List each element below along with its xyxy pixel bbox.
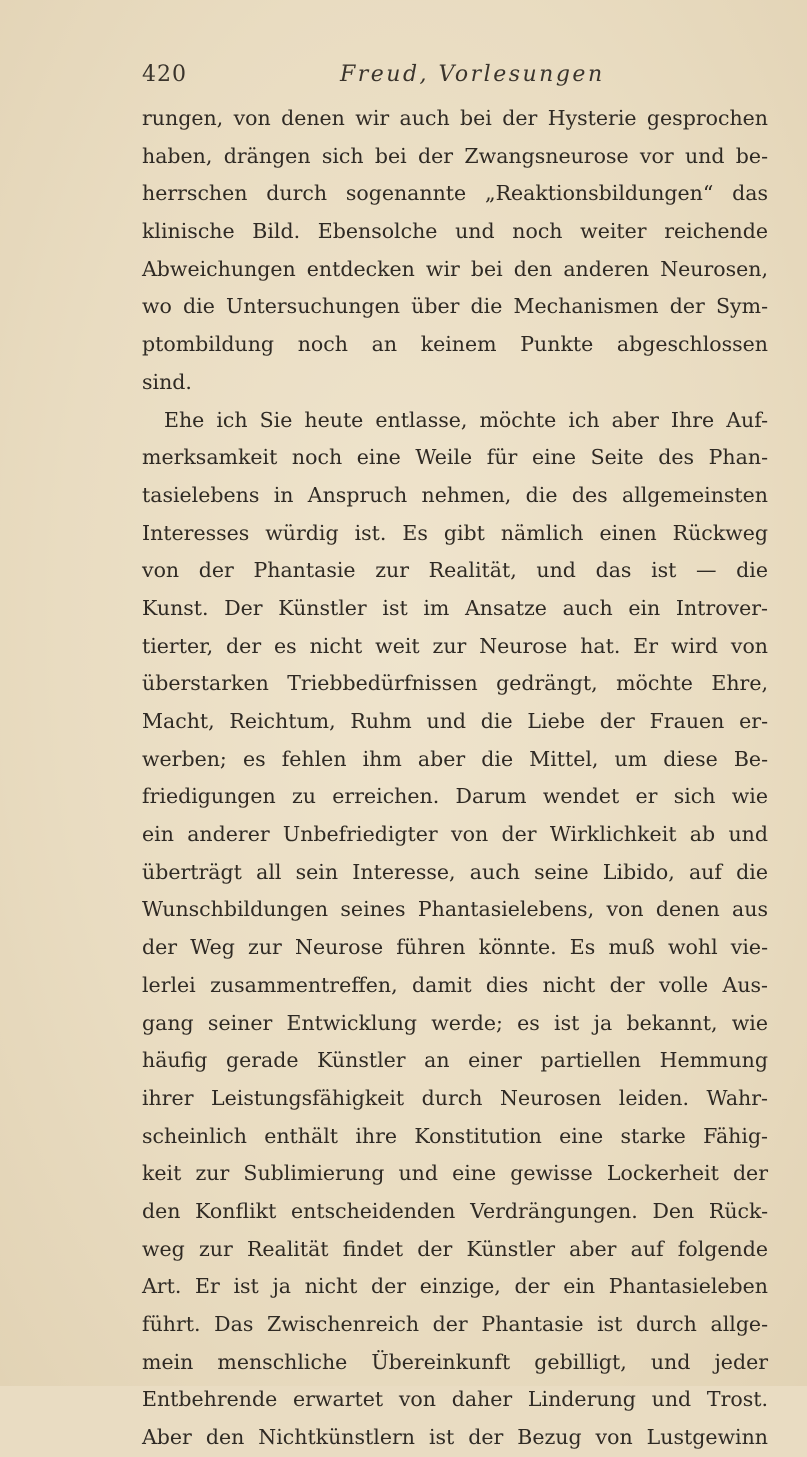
text-line: Entbehrende erwartet von daher Linderung und Trost. xyxy=(142,1387,768,1412)
text-line: führt. Das Zwischenreich der Phantasie ist durch allge- xyxy=(142,1312,768,1336)
text-line: keit zur Sublimierung und eine gewisse Lockerheit der xyxy=(142,1161,768,1186)
text-line: rungen, von denen wir auch bei der Hysterie gesprochen xyxy=(142,106,768,130)
text-line: scheinlich enthält ihre Konstitution eine starke Fähig- xyxy=(142,1123,768,1148)
text-line: Ehe ich Sie heute entlasse, möchte ich aber Ihre Auf- xyxy=(164,407,768,432)
page-number: 420 xyxy=(142,62,187,87)
text-line: ihrer Leistungsfähigkeit durch Neurosen leiden. Wahr- xyxy=(142,1085,768,1110)
text-line: merksamkeit noch eine Weile für eine Seite des Phan- xyxy=(142,445,768,470)
running-title: Freud, Vorlesungen xyxy=(340,62,605,87)
text-line: werben; es fehlen ihm aber die Mittel, um diese Be- xyxy=(142,746,768,771)
text-line: tierter, der es nicht weit zur Neurose hat. Er wird von xyxy=(142,633,768,658)
text-line: Art. Er ist ja nicht der einzige, der ein Phantasieleben xyxy=(142,1274,768,1299)
text-line: Kunst. Der Künstler ist im Ansatze auch ein Introver- xyxy=(142,595,768,620)
text-line: überträgt all sein Interesse, auch seine Libido, auf die xyxy=(142,859,768,884)
text-line: ein anderer Unbefriedigter von der Wirklichkeit ab und xyxy=(142,822,768,847)
text-line: herrschen durch sogenannte „Reaktionsbildungen“ das xyxy=(142,181,768,206)
text-line: wo die Untersuchungen über die Mechanismen der Sym- xyxy=(142,294,768,319)
text-line: haben, drängen sich bei der Zwangsneurose vor und be- xyxy=(142,143,768,168)
text-line: sind. xyxy=(142,369,192,394)
text-line: weg zur Realität findet der Künstler aber auf folgende xyxy=(142,1236,768,1261)
text-line: den Konflikt entscheidenden Verdrängungen. Den Rück- xyxy=(142,1198,768,1223)
text-line: von der Phantasie zur Realität, und das ist — die xyxy=(142,558,768,583)
text-line: mein menschliche Übereinkunft gebilligt, und jeder xyxy=(142,1349,768,1374)
text-line: häufig gerade Künstler an einer partiellen Hemmung xyxy=(142,1048,768,1073)
text-line: Interesses würdig ist. Es gibt nämlich einen Rückweg xyxy=(142,520,768,545)
text-line: klinische Bild. Ebensolche und noch weiter reichende xyxy=(142,219,768,244)
text-line: gang seiner Entwicklung werde; es ist ja bekannt, wie xyxy=(142,1010,768,1035)
page-header xyxy=(142,62,782,96)
text-line: Abweichungen entdecken wir bei den anderen Neurosen, xyxy=(142,256,768,281)
text-line: friedigungen zu erreichen. Darum wendet er sich wie xyxy=(142,784,768,809)
body-text xyxy=(142,100,768,1457)
text-line: ptombildung noch an keinem Punkte abgeschlossen xyxy=(142,332,768,357)
text-line: Macht, Reichtum, Ruhm und die Liebe der Frauen er- xyxy=(142,709,768,733)
text-line: tasielebens in Anspruch nehmen, die des allgemeinsten xyxy=(142,482,768,507)
text-line: überstarken Triebbedürfnissen gedrängt, möchte Ehre, xyxy=(142,671,768,696)
text-line: Aber den Nichtkünstlern ist der Bezug von Lustgewinn xyxy=(142,1425,768,1450)
text-line: der Weg zur Neurose führen könnte. Es muß wohl vie- xyxy=(142,935,768,960)
text-line: Wunschbildungen seines Phantasielebens, von denen aus xyxy=(142,897,768,922)
text-line: lerlei zusammentreffen, damit dies nicht der volle Aus- xyxy=(142,972,768,997)
